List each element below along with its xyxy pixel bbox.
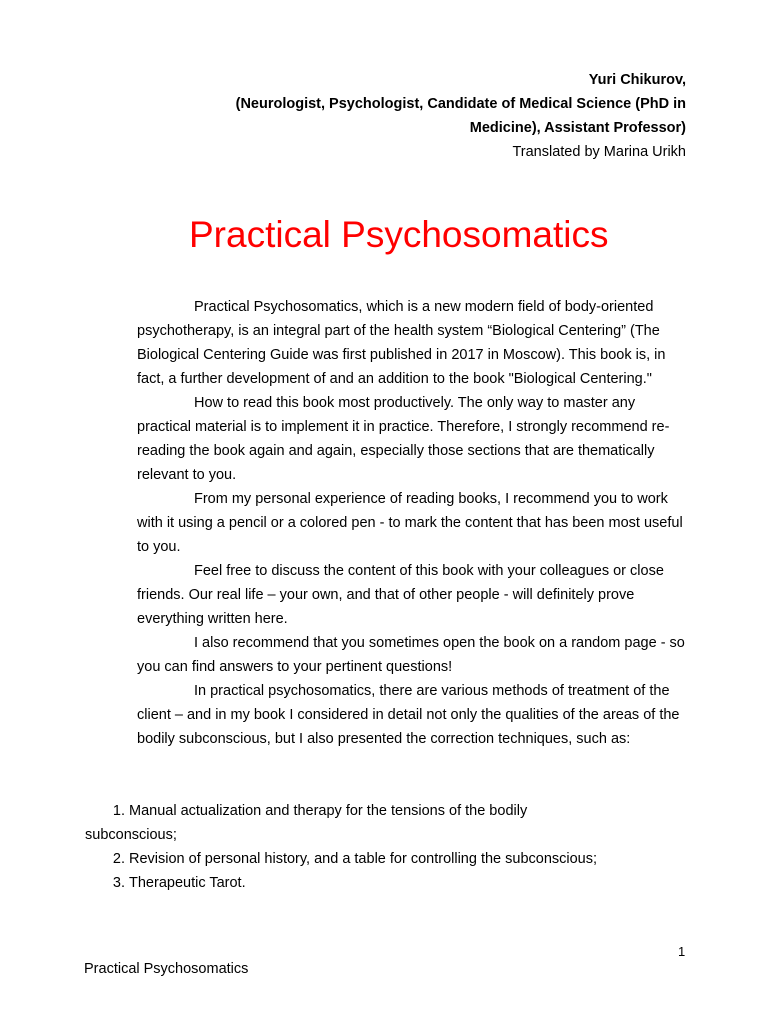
paragraph: From my personal experience of reading books, I recommend you to work with it using a pencil or a colored pen - to mark the content that has been most useful to you. xyxy=(137,491,683,555)
list-item xyxy=(85,799,695,823)
list-item-text: Revision of personal history, and a table for controlling the subconscious; xyxy=(129,851,598,867)
list-item-text: Therapeutic Tarot. xyxy=(129,875,246,891)
list-item-text: Manual actualization and therapy for the tensions of the bodily xyxy=(129,803,528,819)
page-footer: Practical Psychosomatics xyxy=(84,961,249,977)
list-item xyxy=(85,847,695,871)
author-name: Yuri Chikurov, xyxy=(588,72,686,88)
body-text xyxy=(137,295,692,751)
list-number: 1. xyxy=(112,803,125,819)
techniques-list xyxy=(85,799,695,895)
translator-credit: Translated by Marina Urikh xyxy=(512,144,686,160)
list-item xyxy=(85,871,695,895)
author-credentials-line1: (Neurologist, Psychologist, Candidate of Medical Science (PhD in xyxy=(235,96,686,112)
author-block xyxy=(236,68,686,164)
paragraph: Practical Psychosomatics, which is a new modern field of body-oriented psychotherapy, is an integral part of the health system “Biological Centering” (The Biological Centering Guide was first published in 2017 in Moscow). This book is, in fact, a further development of and an addition to the book "Biological Centering." xyxy=(137,299,666,387)
paragraph: I also recommend that you sometimes open the book on a random page - so you can find answers to your pertinent questions! xyxy=(137,635,685,675)
paragraph: How to read this book most productively. The only way to master any practical material is to implement it in practice. Therefore, I strongly recommend re-reading the book again and again, especially those sections that are thematically relevant to you. xyxy=(137,395,670,483)
list-number: 3. xyxy=(112,875,125,891)
paragraph: In practical psychosomatics, there are various methods of treatment of the client – and in my book I considered in detail not only the qualities of the areas of the bodily subconscious, but I also presented the correction techniques, such as: xyxy=(137,683,680,747)
list-item-continuation: subconscious; xyxy=(85,827,177,843)
page-number: 1 xyxy=(678,944,686,959)
document-title: Practical Psychosomatics xyxy=(189,214,609,255)
list-number: 2. xyxy=(112,851,125,867)
author-credentials-line2: Medicine), Assistant Professor) xyxy=(469,120,686,136)
paragraph: Feel free to discuss the content of this book with your colleagues or close friends. Our real life – your own, and that of other people - will definitely prove everything written here. xyxy=(137,563,664,627)
